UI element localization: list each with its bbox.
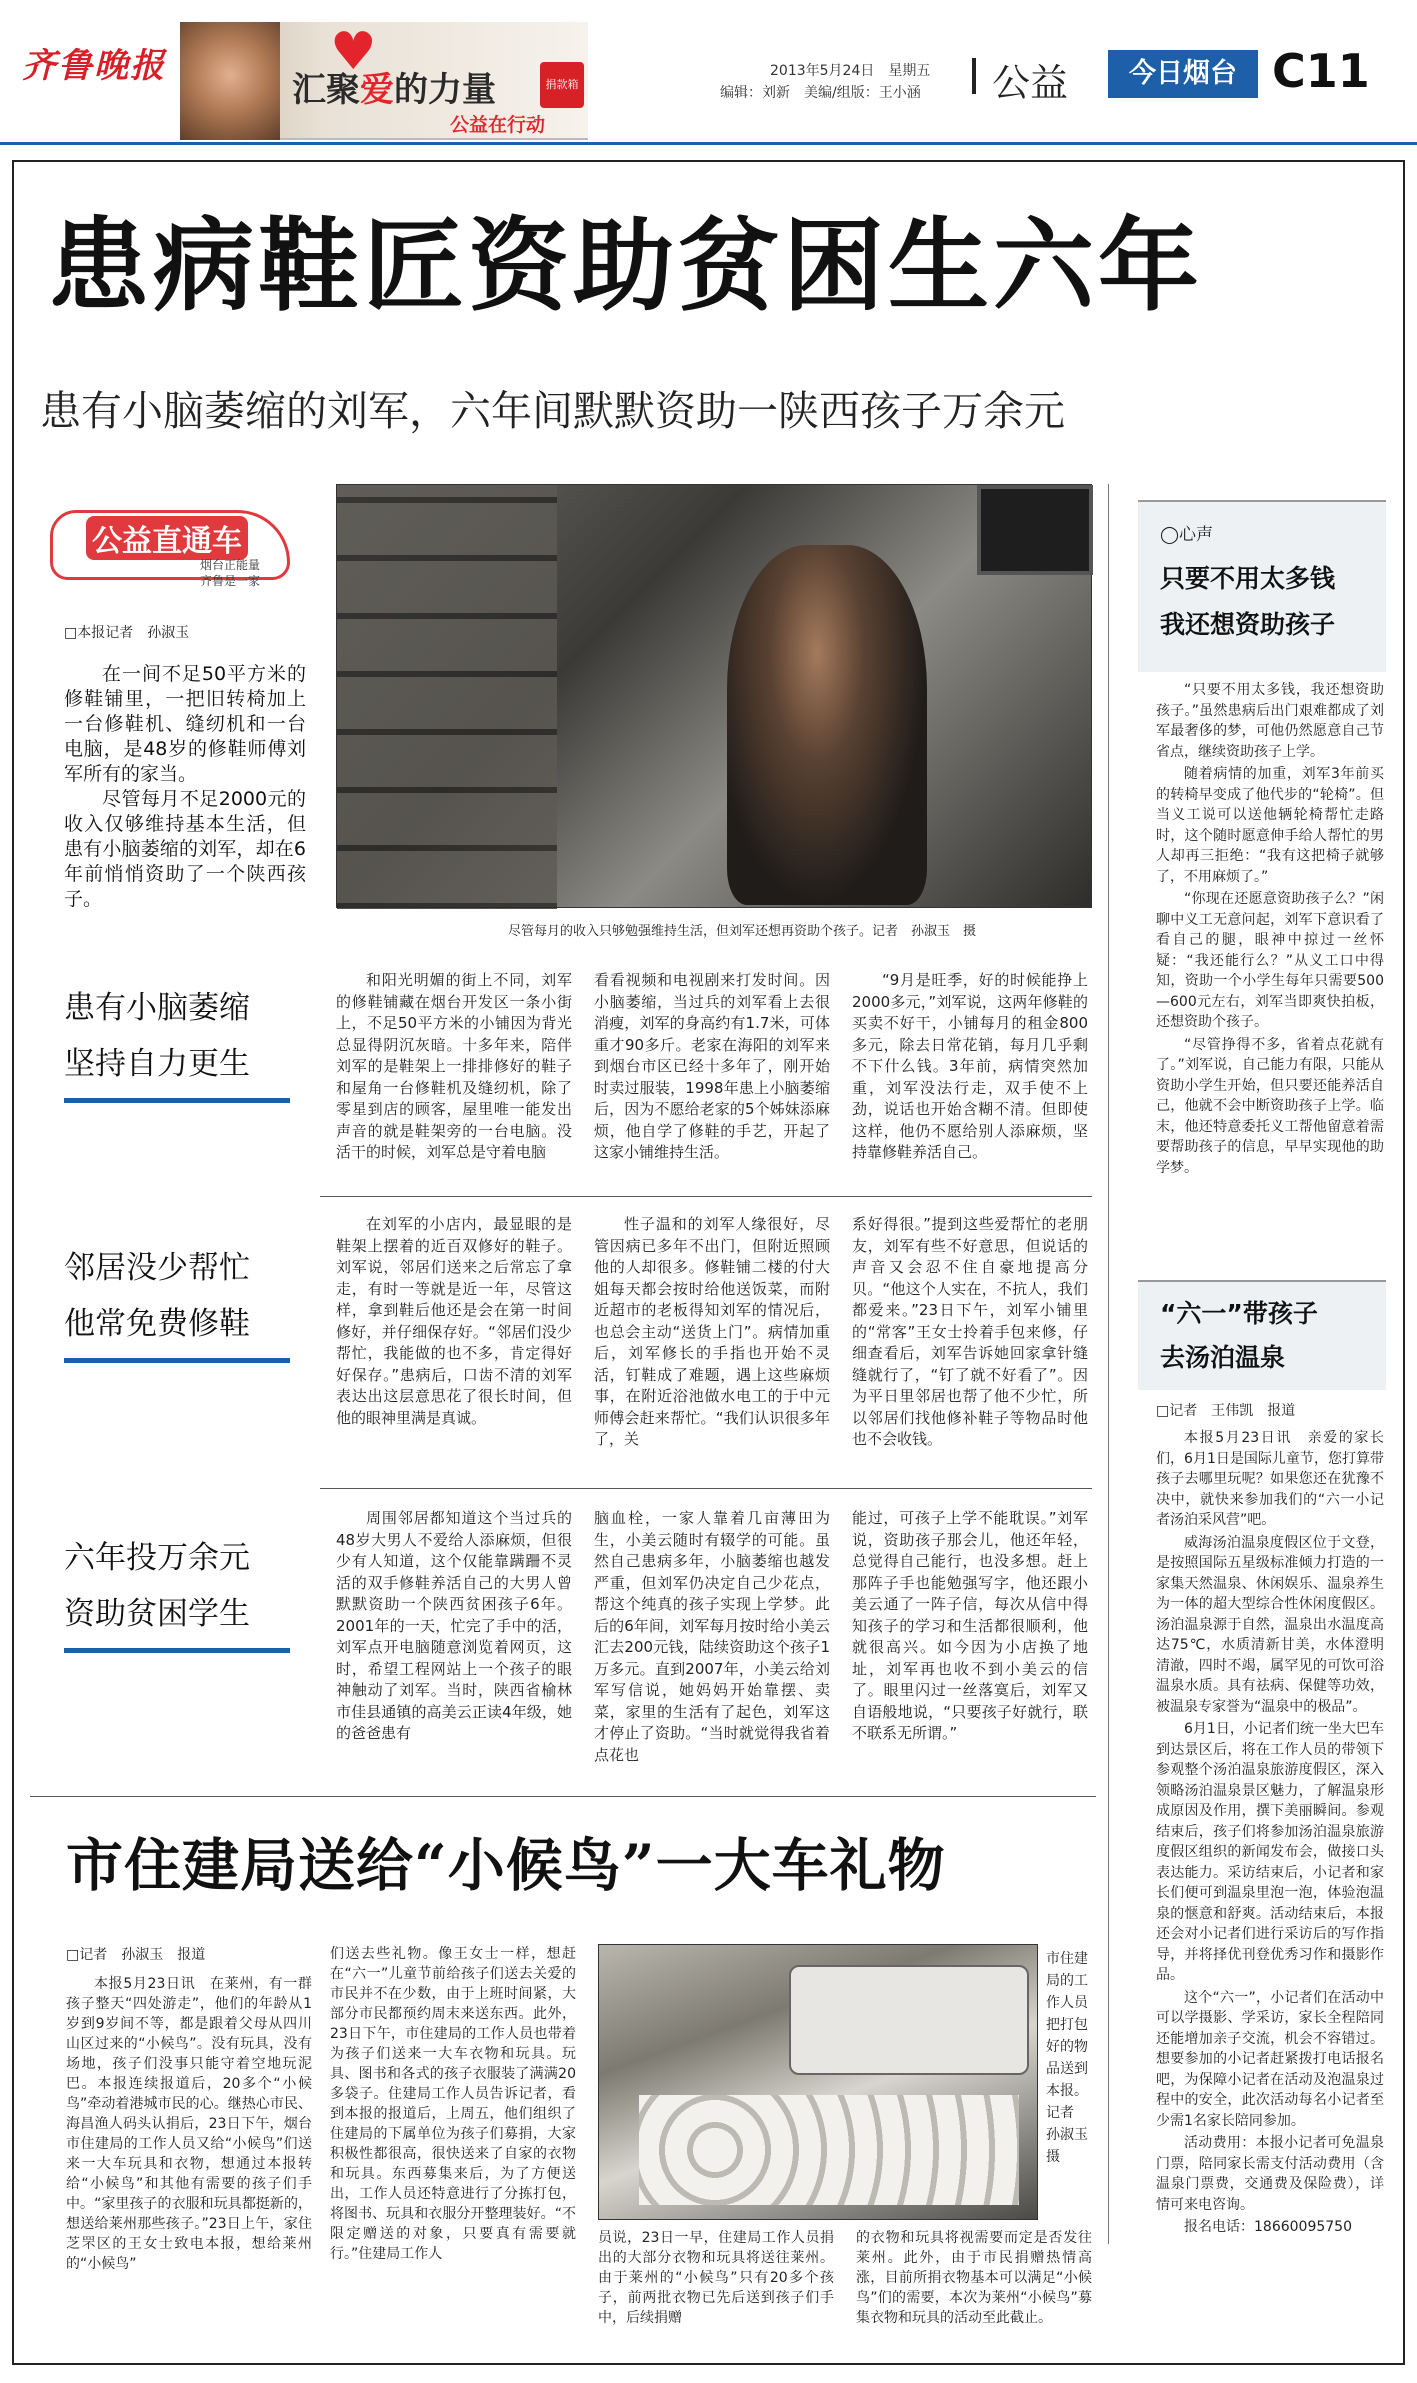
divider-bar	[972, 58, 976, 94]
region-label: 今日烟台	[1129, 58, 1237, 89]
section-1-col1	[336, 970, 572, 1166]
second-col1	[66, 1974, 312, 2276]
section-3-col3	[852, 1508, 1088, 1747]
logo-sub2: 齐鲁是一家	[200, 574, 261, 588]
sidebar-paragraph: 本报5月23日讯 亲爱的家长们，6月1日是国际儿童节，您打算带孩子去哪里玩呢？如果您还在犹豫不决中，就快来参加我们的“六一小记者汤泊采风营”吧。	[1156, 1430, 1384, 1528]
sidebar-paragraph: 这个“六一”，小记者们在活动中可以学摄影、学采访，家长全程陪同还能增加亲子交流，机会不容错过。想要参加的小记者赶紧拨打电话报名吧，为保障小记者在活动及泡温泉过程中的安全，此次活动每名小记者至少需1名家长陪同参加。	[1156, 1989, 1384, 2129]
banner-title-pre: 汇聚	[292, 70, 360, 110]
banner-subtitle: 公益在行动	[450, 114, 546, 136]
banner-title-post: 的力量	[394, 70, 496, 110]
sidebar-title-1-line1: 只要不用太多钱	[1160, 564, 1336, 593]
speech-icon: ◯	[1160, 525, 1180, 545]
intro-paragraph: 在一间不足50平方米的修鞋铺里，一把旧转椅加上一台修鞋机、缝纫机和一台电脑，是48岁的修鞋师傅刘军所有的家当。	[64, 663, 306, 785]
section-3-col2	[594, 1508, 830, 1768]
editors: 编辑：刘新 美编/组版：王小涵	[720, 85, 921, 101]
section-name: 公益	[992, 61, 1069, 105]
section-1-col3	[852, 970, 1088, 1166]
logo-sub1: 烟台正能量	[200, 558, 261, 572]
section-2-divider	[320, 1488, 1092, 1489]
photo-caption: 尽管每月的收入只够勉强维持生活，但刘军还想再资助个孩子。记者 孙淑玉 摄	[508, 924, 977, 939]
sidebar-title-1	[1160, 556, 1335, 648]
section-1-rule	[64, 1098, 290, 1103]
section-1-col3-text: “9月是旺季，好的时候能挣上2000多元，”刘军说，这两年修鞋的买卖不好干，小铺每月的租金800多元，除去日常花销，每月几乎剩不下什么钱。3年前，病情突然加重，刘军没法行走，双手使不上劲，说话也开始含糊不清。但即使这样，他仍不愿给别人添麻烦，坚持靠修鞋养活自己。	[852, 971, 1088, 1161]
sidebar-title-1-line2: 我还想资助孩子	[1160, 610, 1336, 639]
section-2-title-line1: 邻居没少帮忙	[64, 1250, 250, 1286]
paper-name: 齐鲁晚报	[22, 46, 166, 86]
section-3-col1	[336, 1508, 572, 1747]
sidebar-paragraph: 威海汤泊温泉度假区位于文登，是按照国际五星级标准倾力打造的一家集天然温泉、休闲娱乐、温泉养生为一体的超大型综合性休闲度假区。汤泊温泉源于自然，温泉出水温度高达75℃，水质清新甘美，水体澄明清澈，四时不竭，属罕见的可饮可浴温泉水质。具有祛病、保健等功效，被温泉专家誉为“温泉中的极品”。	[1156, 1534, 1384, 1715]
sidebar-title-2	[1160, 1292, 1318, 1380]
lead-intro	[64, 662, 306, 912]
masthead-rule	[0, 142, 1417, 145]
frame-left	[12, 160, 14, 2365]
section-1-title-line1: 患有小脑萎缩	[64, 990, 250, 1026]
sidebar-paragraph: 随着病情的加重，刘军3年前买的转椅早变成了他代步的“轮椅”。但当义工说可以送他辆轮椅帮忙走路时，这个随时愿意伸手给人帮忙的男人却再三拒绝：“我有这把椅子就够了，不用麻烦了。”	[1156, 766, 1384, 885]
banner	[180, 22, 588, 140]
bags-shape	[639, 2095, 1019, 2205]
second-col2	[330, 1944, 576, 2266]
section-2-col1	[336, 1214, 572, 1431]
person-shape	[727, 545, 927, 905]
section-3-title	[64, 1530, 294, 1642]
frame-bottom	[12, 2363, 1405, 2365]
shelf-shapes	[337, 485, 557, 909]
frame-right	[1403, 160, 1405, 2365]
second-col4	[856, 2228, 1092, 2330]
sidebar-phone: 报名电话：18660095750	[1184, 2219, 1352, 2235]
sidebar-title-2-line1: “六一”带孩子	[1160, 1299, 1318, 1328]
section-1-col1-text: 和阳光明媚的街上不同，刘军的修鞋铺藏在烟台开发区一条小街上，不足50平方米的小铺因为背光总显得阴沉灰暗。十多年来，陪伴刘军的是鞋架上一排排修好的鞋子和屋角一台修鞋机及缝纫机，除了零星到店的顾客，屋里唯一能发出声音的就是鞋架旁的一台电脑。没活干的时候，刘军总是守着电脑	[336, 971, 572, 1161]
sidebar-byline-2: □记者 王伟凯 报道	[1156, 1403, 1296, 1419]
van-shape	[789, 1965, 1029, 2075]
section-1-col2	[594, 970, 830, 1166]
sidebar-paragraph: “只要不用太多钱，我还想资助孩子。”虽然患病后出门艰难都成了刘军最奢侈的梦，可他仍然愿意自己节省点，继续资助孩子上学。	[1156, 682, 1384, 760]
sidebar-paragraph: “你现在还愿意资助孩子么？”闲聊中义工无意问起，刘军下意识看了看自己的腿，眼神中掠过一丝怀疑：“我还能行么？”从义工口中得知，资助一个小学生每年只需要500—600元左右，刘军当即爽快拍板，还想资助个孩子。	[1156, 891, 1384, 1030]
second-byline: □记者 孙淑玉 报道	[66, 1947, 206, 1963]
section-2-col3	[852, 1214, 1088, 1453]
section-2-col2-text: 性子温和的刘军人缘很好，尽管因病已多年不出门，但附近照顾他的人却很多。修鞋铺二楼的付大姐每天都会按时给他送饭菜，而附近超市的老板得知刘军的情况后，也总会主动“送货上门”。病情加重后，刘军修长的手指也开始不灵活，钉鞋成了难题，遇上这些麻烦事，在附近浴池做水电工的于中元师傅会赶来帮忙。“我们认识很多年了，关	[594, 1215, 830, 1448]
section-2-title-line2: 他常免费修鞋	[64, 1306, 250, 1342]
shoemaker-photo	[336, 484, 1092, 908]
lead-headline: 患病鞋匠资助贫困生六年	[48, 206, 1204, 325]
logo-main: 公益直通车	[86, 516, 248, 560]
section-2-title	[64, 1240, 294, 1352]
second-col2-text: 们送去些礼物。像王女士一样，想赶在“六一”儿童节前给孩子们送去关爱的市民并不在少数，由于上班时间紧，大部分市民都预约周末来送东西。此外，23日下午，市住建局的工作人员也带着为孩子们送来一大车衣物和玩具。玩具、图书和各式的孩子衣服装了满满20多袋子。住建局工作人员告诉记者，看到本报的报道后，上周五，他们组织了住建局的下属单位为孩子们募捐，大家积极性都很高，很快送来了自家的衣物和玩具。东西募集来后，为了方便送出，工作人员还特意进行了分拣打包，将图书、玩具和衣服分开整理装好。“不限定赠送的对象，只要真有需要就行。”住建局工作人	[330, 1946, 576, 2262]
heart-icon: ♥	[330, 22, 377, 82]
intro-paragraph: 尽管每月不足2000元的收入仅够维持基本生活，但患有小脑萎缩的刘军，却在6年前悄悄资助了一个陕西孩子。	[64, 788, 306, 910]
second-top-rule	[30, 1796, 1096, 1797]
second-col3-text: 员说，23日一早，住建局工作人员捐出的大部分衣物和玩具将送往莱州。由于莱州的“小候鸟”只有20多个孩子，前两批衣物已先后送到孩子们手中，后续捐赠	[598, 2230, 834, 2326]
sidebar-body-2	[1156, 1428, 1384, 2240]
second-col1-text: 本报5月23日讯 在莱州，有一群孩子整天“四处游走”，他们的年龄从1岁到9岁间不等，都是跟着父母从四川山区过来的“小候鸟”。没有玩具，没有场地，孩子们没事只能守着空地玩泥巴。本报连续报道后，20多个“小候鸟”牵动着港城市民的心。继热心市民、海昌渔人码头认捐后，23日下午，烟台市住建局的工作人员又给“小候鸟”们送来一大车玩具和衣物，想通过本报转给“小候鸟”和其他有需要的孩子们手中。“家里孩子的衣服和玩具都挺新的，想送给莱州那些孩子。”23日上午，家住芝罘区的王女士致电本报，想给莱州的“小候鸟”	[66, 1976, 312, 2272]
banner-title	[292, 62, 496, 111]
sidebar-body-1	[1156, 680, 1384, 1180]
banner-title-love: 爱	[360, 70, 394, 110]
sidebar-fee: 活动费用：本报小记者可免温泉门票，陪同家长需支付活动费用（含温泉门票费，交通费及保险费），详情可来电咨询。	[1156, 2135, 1384, 2213]
page-number: C11	[1272, 44, 1370, 98]
sidebar-title-2-line2: 去汤泊温泉	[1160, 1343, 1286, 1372]
volunteers-photo	[598, 1944, 1038, 2220]
section-2-col1-text: 在刘军的小店内，最显眼的是鞋架上摆着的近百双修好的鞋子。刘军说，邻居们送来之后常忘了拿走，有时一等就是近一年，尽管这样，拿到鞋后他还是会在第一时间修好，并仔细保存好。“邻居们没少帮忙，我能做的也不多，肯定得好好保存。”患病后，口齿不清的刘军表达出这层意思花了很长时间，但他的眼神里满是真诚。	[336, 1215, 572, 1427]
issue-date: 2013年5月24日 星期五	[770, 63, 931, 79]
section-3-title-line1: 六年投万余元	[64, 1540, 250, 1576]
monitor-shape	[977, 485, 1093, 575]
sidebar-paragraph: “尽管挣得不多，省着点花就有了。”刘军说，自己能力有限，只能从资助小学生开始，但只要还能养活自己，他就不会中断资助孩子上学。临末，他还特意委托义工帮他留意着需要帮助孩子的信息，早早实现他的助学梦。	[1156, 1036, 1384, 1176]
section-2-col2	[594, 1214, 830, 1453]
second-headline: 市住建局送给“小候鸟”一大车礼物	[66, 1832, 946, 1899]
section-3-rule	[64, 1648, 290, 1653]
frame-top	[12, 160, 1405, 162]
section-3-col2-text: 脑血栓，一家人靠着几亩薄田为生，小美云随时有辍学的可能。虽然自己患病多年，小脑萎缩也越发严重，但刘军仍决定自己少花点，帮这个纯真的孩子实现上学梦。此后的6年间，刘军每月按时给小美云汇去200元钱，陆续资助这个孩子1万多元。直到2007年，小美云给刘军写信说，她妈妈开始靠摆、卖菜，家里的生活有了起色，刘军这才停止了资助。“当时就觉得我省着点花也	[594, 1509, 830, 1764]
donation-box-label: 捐款箱	[545, 78, 579, 91]
section-3-col3-text: 能过，可孩子上学不能耽误。”刘军说，资助孩子那会儿，他还年轻，总觉得自己能行，也没多想。赶上那阵子手也能勉强写字，他还跟小美云通了一阵子信，每次从信中得知孩子的学习和生活都很顺利，他就很高兴。如今因为小店换了地址，刘军再也收不到小美云的信了。眼里闪过一丝落寞后，刘军又自语般地说，“只要孩子好就行，联不联系无所谓。”	[852, 1509, 1088, 1742]
lead-subheadline: 患有小脑萎缩的刘军，六年间默默资助一陕西孩子万余元	[40, 387, 1065, 435]
section-1-divider	[320, 1196, 1092, 1197]
section-3-title-line2: 资助贫困学生	[64, 1596, 250, 1632]
second-col3	[598, 2228, 834, 2330]
section-2-col3-text: 系好得很。”提到这些爱帮忙的老朋友，刘军有些不好意思，但说话的声音又会忍不住自豪地提高分贝。“他这个人实在，不抗人，我们都爱来。”23日下午，刘军小铺里的“常客”王女士拎着手包来修，仔细查看后，刘军告诉她回家拿针缝缝就行了，“钉了就不好看了”。因为平日里邻居也帮了他不少忙，所以邻居们找他修补鞋子等物品时他也不会收钱。	[852, 1215, 1088, 1448]
second-col4-text: 的衣物和玩具将视需要而定是否发往莱州。此外，由于市民捐赠热情高涨，目前所捐衣物基本可以满足“小候鸟”们的需要，本次为莱州“小候鸟”募集衣物和玩具的活动至此截止。	[856, 2230, 1092, 2326]
second-photo-caption: 市住建局的工作人员把打包好的物品送到本报。记者 孙淑玉 摄	[1046, 1951, 1102, 2165]
column-separator	[1108, 484, 1109, 2244]
section-1-title	[64, 980, 294, 1092]
donation-box-icon	[540, 62, 584, 108]
section-2-rule	[64, 1358, 290, 1363]
child-photo	[180, 22, 280, 140]
section-1-title-line2: 坚持自力更生	[64, 1046, 250, 1082]
region-tag	[1108, 50, 1258, 98]
gongyi-logo	[50, 500, 300, 590]
section-3-col1-text: 周围邻居都知道这个当过兵的48岁大男人不爱给人添麻烦，但很少有人知道，这个仅能靠蹒跚不灵活的双手修鞋养活自己的大男人曾默默资助一个陕西贫困孩子6年。2001年的一天，忙完了手中的活，刘军点开电脑随意浏览着网页，这时，希望工程网站上一个孩子的眼神触动了刘军。当时，陕西省榆林市佳县通镇的高美云正读4年级，她的爸爸患有	[336, 1509, 572, 1742]
heart-label-text: 心声	[1179, 525, 1214, 545]
sidebar-paragraph: 6月1日，小记者们统一坐大巴车到达景区后，将在工作人员的带领下参观整个汤泊温泉旅游度假区，深入领略汤泊温泉景区魅力，了解温泉形成原因及作用，撰下美丽瞬间。参观结束后，孩子们将参加汤泊温泉旅游度假区组织的新闻发布会，做接口头表达能力。采访结束后，小记者和家长们便可到温泉里泡一泡，体验泡温泉的惬意和舒爽。活动结束后，本报还会对小记者们进行采访后的写作指导，并将择优刊登优秀习作和摄影作品。	[1156, 1721, 1384, 1983]
section-1-col2-text: 看看视频和电视剧来打发时间。因小脑萎缩，当过兵的刘军看上去很消瘦，刘军的身高约有1.7米，可体重才90多斤。老家在海阳的刘军来到烟台市区已经十多年了，刚开始时卖过服装，1998年患上小脑萎缩后，因为不愿给老家的5个姊妹添麻烦，他自学了修鞋的手艺，开起了这家小铺维持生活。	[594, 971, 830, 1161]
lead-byline: □本报记者 孙淑玉	[64, 625, 190, 641]
heart-label	[1160, 520, 1213, 545]
